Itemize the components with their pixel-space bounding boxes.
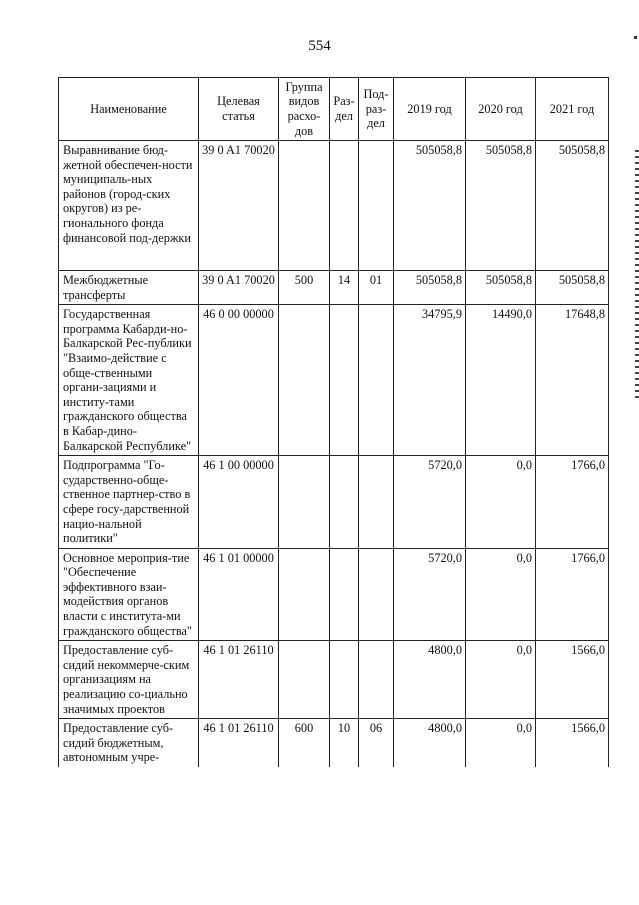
row-name: Предоставление суб-сидий бюджетным, автономным учре-: [59, 719, 199, 768]
row-group: [279, 548, 330, 641]
row-2019: 505058,8: [394, 141, 466, 271]
header-subsection: Под-раз-дел: [359, 78, 394, 141]
row-section: [330, 305, 359, 456]
scan-edge-mark: [634, 36, 637, 39]
page-number: 554: [308, 38, 331, 54]
header-row: [59, 78, 609, 141]
row-section: [330, 141, 359, 271]
row-name: Государственная программа Кабарди-но-Балкарской Рес-публики "Взаимо-действие с обще-ственными органи-зациями и институ-тами гражданского общества в Кабар-дино-Балкарской Республике": [59, 305, 199, 456]
row-2021: 1566,0: [536, 641, 609, 719]
header-group: Группа видов расхо-дов: [279, 78, 330, 141]
header-2021: 2021 год: [536, 78, 609, 141]
row-group: [279, 641, 330, 719]
row-code: 39 0 A1 70020: [199, 141, 279, 271]
row-2020: 0,0: [466, 548, 536, 641]
scan-edge-marks: [635, 150, 639, 400]
row-2020: 0,0: [466, 456, 536, 549]
row-name: Предоставление суб-сидий некоммерче-ским организациям на реализацию со-циально значимых проектов: [59, 641, 199, 719]
row-code: 46 1 00 00000: [199, 456, 279, 549]
row-2019: 5720,0: [394, 456, 466, 549]
table-row: [59, 548, 609, 641]
row-2020: 14490,0: [466, 305, 536, 456]
row-2021: 1566,0: [536, 719, 609, 768]
row-code: 46 1 01 26110: [199, 719, 279, 768]
row-name: Межбюджетные трансферты: [59, 271, 199, 305]
row-2021: 17648,8: [536, 305, 609, 456]
table-row: [59, 456, 609, 549]
table-row: [59, 641, 609, 719]
row-2021: 505058,8: [536, 141, 609, 271]
header-2019: 2019 год: [394, 78, 466, 141]
row-section: [330, 456, 359, 549]
header-2020: 2020 год: [466, 78, 536, 141]
row-2019: 34795,9: [394, 305, 466, 456]
row-2020: 505058,8: [466, 141, 536, 271]
row-2019: 5720,0: [394, 548, 466, 641]
row-name: Выравнивание бюд-жетной обеспечен-ности муниципаль-ных районов (город-ских округов) из ре-гионального фонда финансовой под-держки: [59, 141, 199, 271]
row-group: [279, 456, 330, 549]
row-group: 500: [279, 271, 330, 305]
row-subsection: 06: [359, 719, 394, 768]
row-section: 14: [330, 271, 359, 305]
row-name: Основное мероприя-тие "Обеспечение эффективного взаи-модействия органов власти с института-ми гражданского общества": [59, 548, 199, 641]
budget-table: [58, 77, 609, 767]
row-subsection: 01: [359, 271, 394, 305]
row-2020: 0,0: [466, 641, 536, 719]
row-section: [330, 548, 359, 641]
row-2021: 1766,0: [536, 456, 609, 549]
row-section: 10: [330, 719, 359, 768]
row-group: [279, 141, 330, 271]
row-2019: 505058,8: [394, 271, 466, 305]
row-subsection: [359, 305, 394, 456]
header-target: Целевая статья: [199, 78, 279, 141]
row-code: 46 0 00 00000: [199, 305, 279, 456]
row-section: [330, 641, 359, 719]
row-2020: 0,0: [466, 719, 536, 768]
row-2021: 505058,8: [536, 271, 609, 305]
table-row: [59, 141, 609, 271]
row-2019: 4800,0: [394, 719, 466, 768]
header-name: Наименование: [59, 78, 199, 141]
table-row: [59, 271, 609, 305]
row-2021: 1766,0: [536, 548, 609, 641]
row-group: [279, 305, 330, 456]
row-code: 46 1 01 00000: [199, 548, 279, 641]
row-2019: 4800,0: [394, 641, 466, 719]
table-row: [59, 719, 609, 768]
row-code: 46 1 01 26110: [199, 641, 279, 719]
row-subsection: [359, 141, 394, 271]
table-row: [59, 305, 609, 456]
row-code: 39 0 A1 70020: [199, 271, 279, 305]
header-section: Раз-дел: [330, 78, 359, 141]
row-name: Подпрограмма "Го-сударственно-обще-ственное партнер-ство в сфере госу-дарственной нацио-нальной политики": [59, 456, 199, 549]
row-subsection: [359, 641, 394, 719]
row-subsection: [359, 456, 394, 549]
row-2020: 505058,8: [466, 271, 536, 305]
row-subsection: [359, 548, 394, 641]
row-group: 600: [279, 719, 330, 768]
